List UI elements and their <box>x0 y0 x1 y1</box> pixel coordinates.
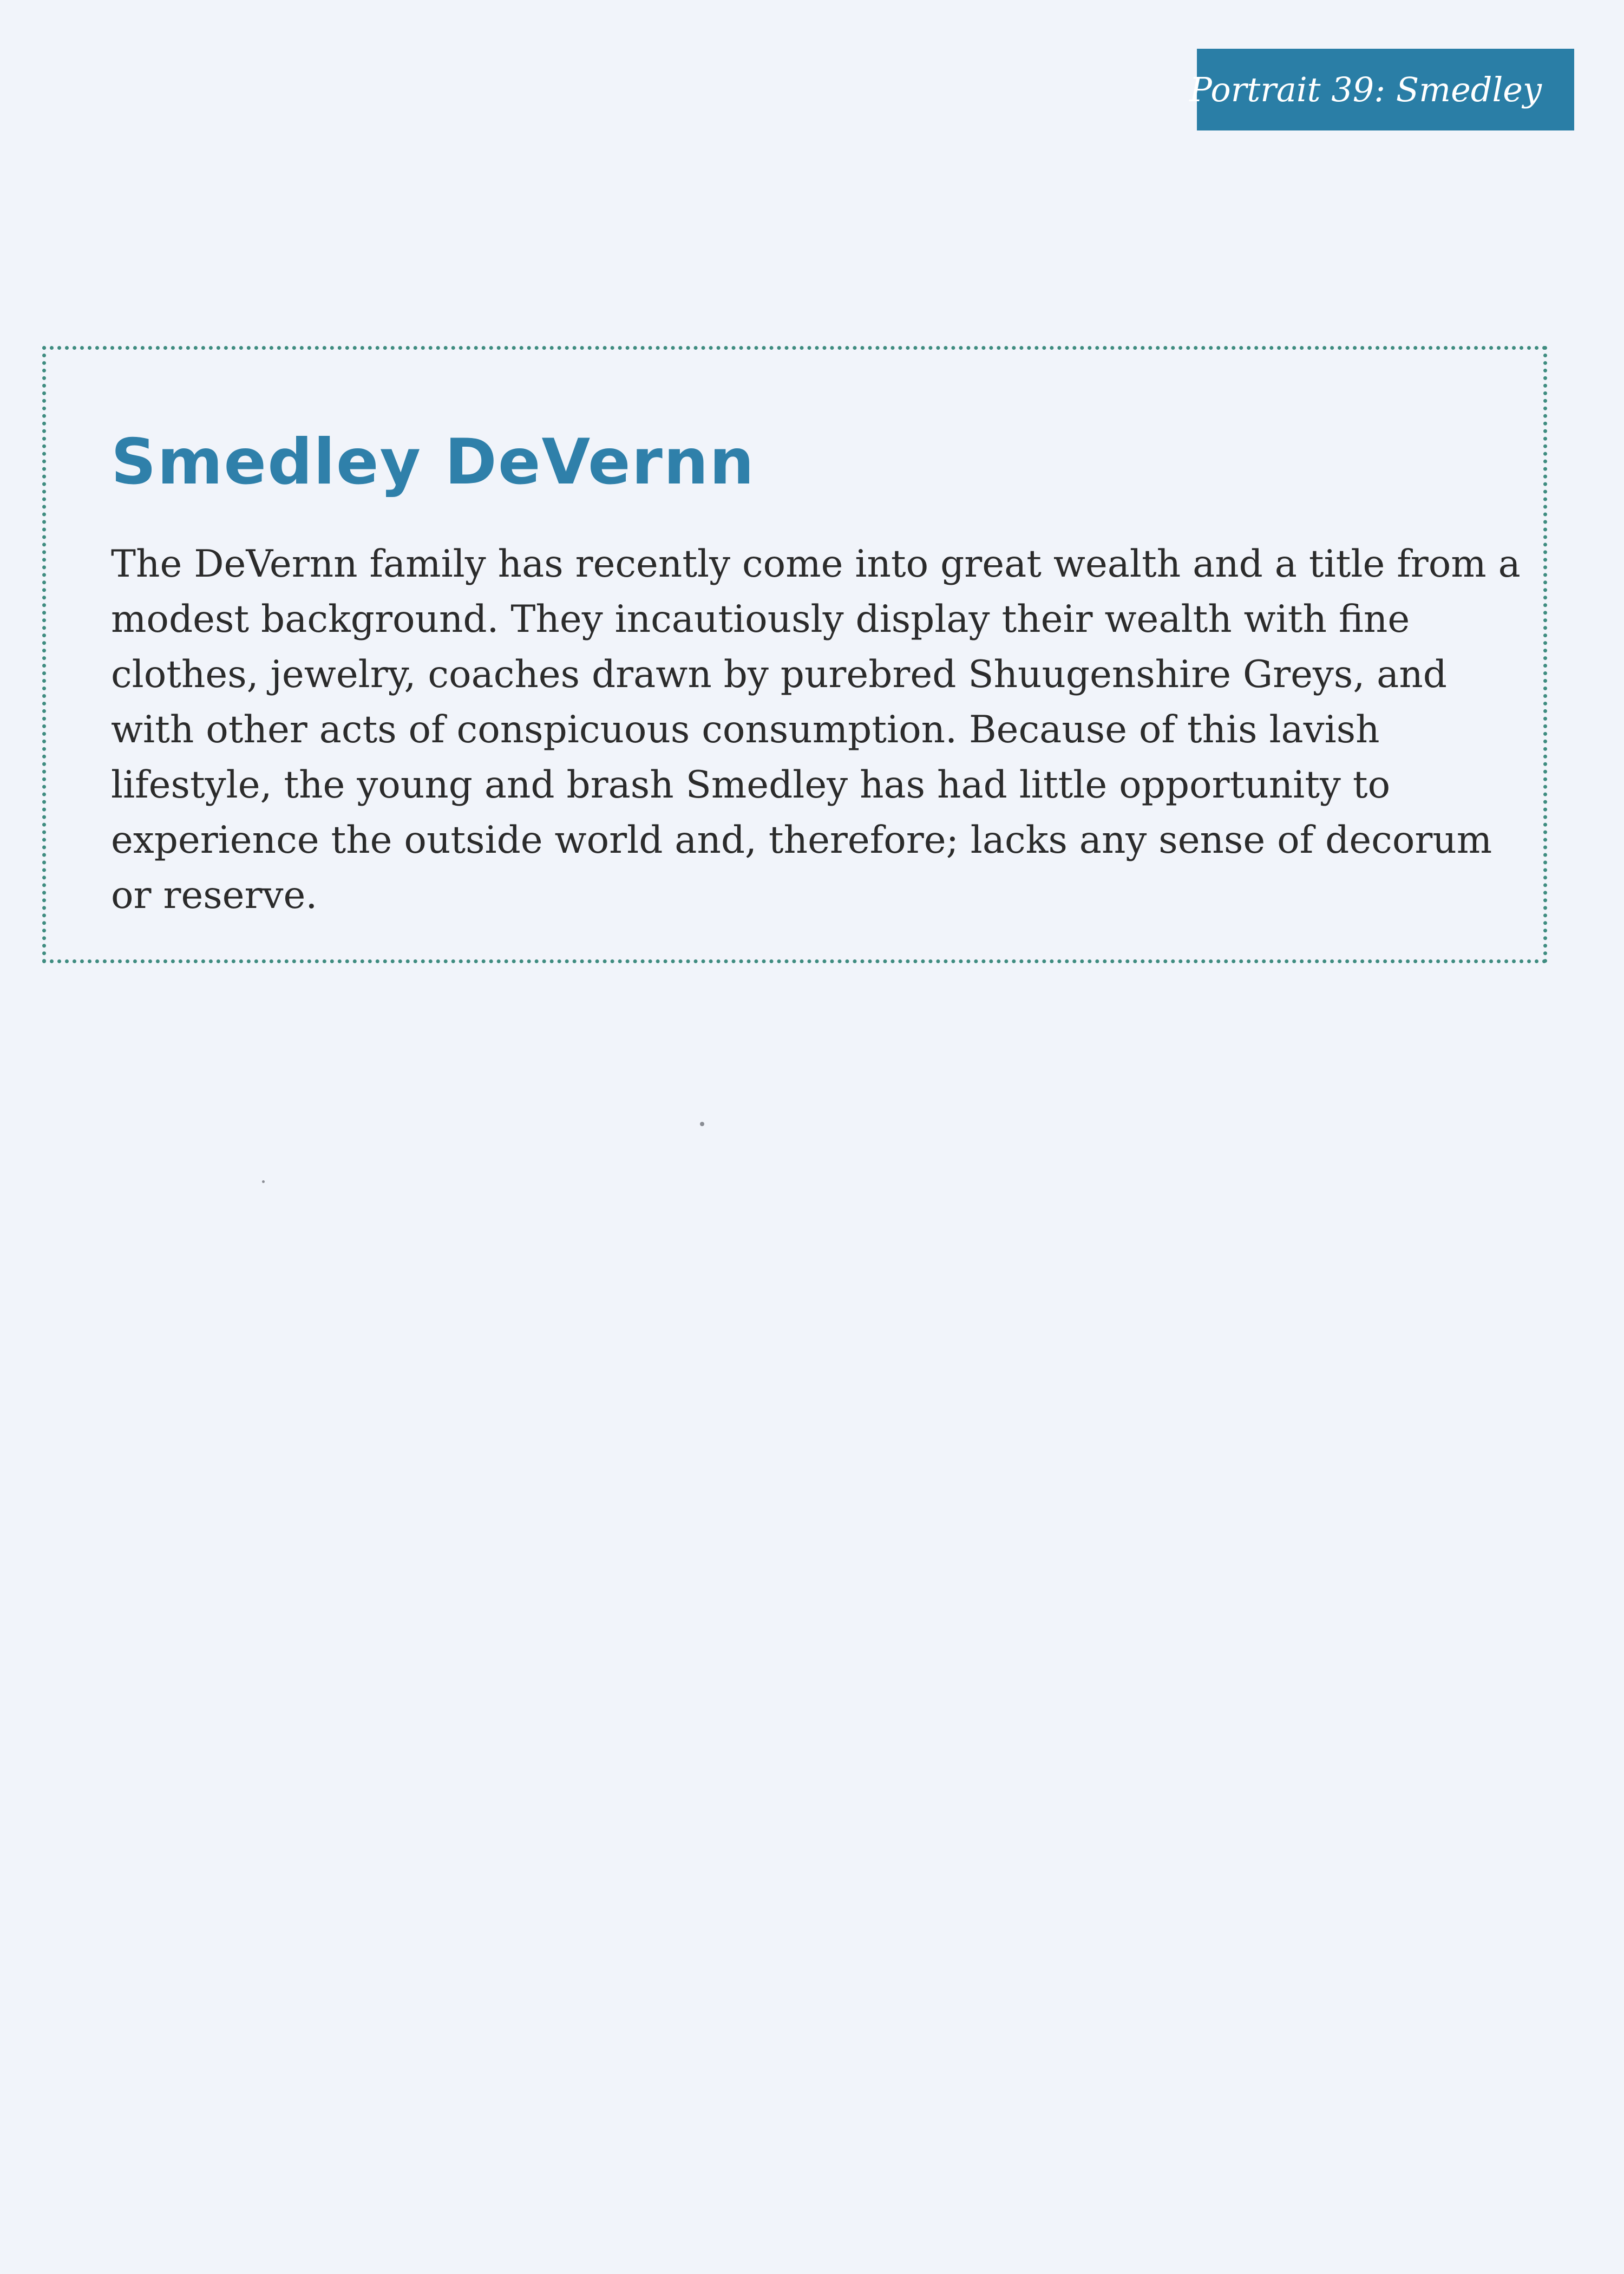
portrait-tab-label: Portrait 39: Smedley <box>1189 70 1542 109</box>
character-name: Smedley DeVernn <box>111 426 755 499</box>
paper-speck <box>700 1122 704 1126</box>
character-card <box>42 346 1547 963</box>
paper-speck <box>262 1180 265 1183</box>
portrait-tab <box>1189 49 1574 130</box>
character-description: The DeVernn family has recently come into great wealth and a title from a modest background. They incautiously display their wealth with fine clothes, jewelry, coaches drawn by purebred Shuugenshire Greys, and with other acts of conspicuous consumption. Because of this lavish lifestyle, the young and brash Smedley has had little opportunity to experience the outside world and, therefore; lacks any sense of decorum or reserve. <box>111 543 1521 917</box>
